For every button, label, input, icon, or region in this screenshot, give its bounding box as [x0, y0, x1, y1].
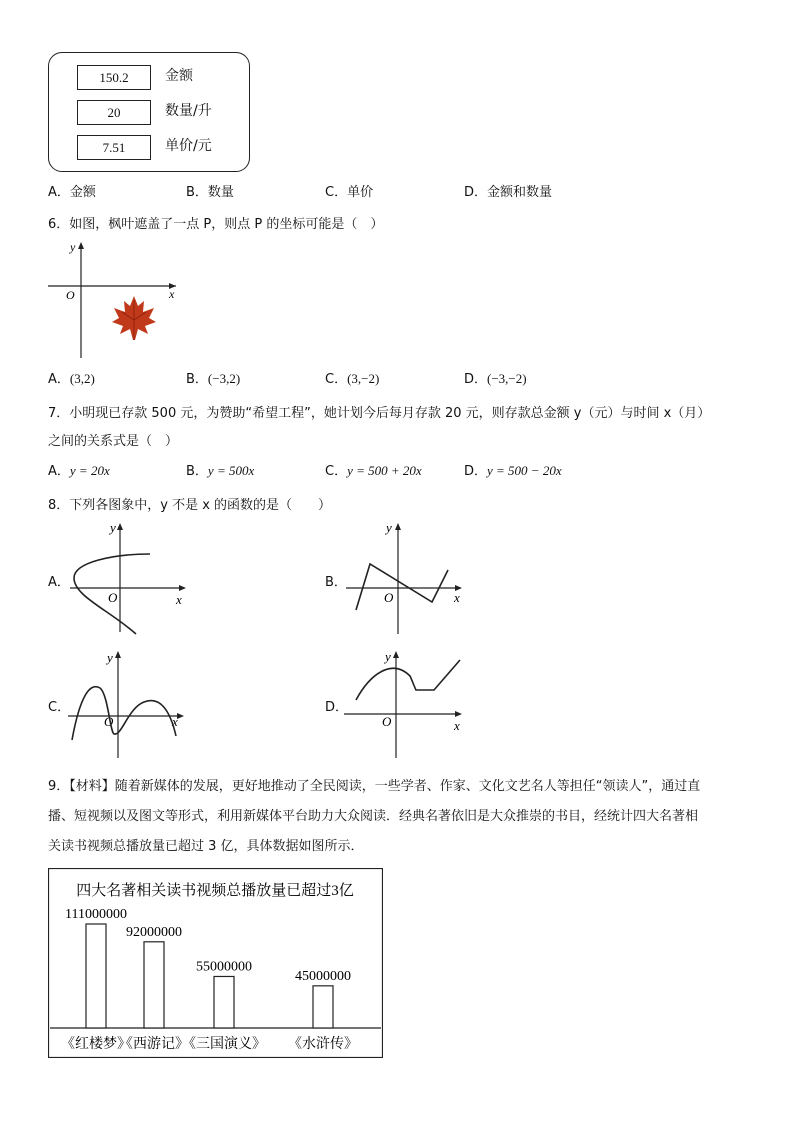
- svg-text:y: y: [110, 520, 116, 535]
- bar-value-label-1: 92000000: [126, 924, 182, 940]
- q6-option-b[interactable]: B．(−3,2): [186, 371, 241, 387]
- q8-graph-a: [64, 518, 194, 636]
- unit-price-label: 单价/元: [165, 138, 212, 154]
- q7-stem-line1: 7．小明现已存款 500 元，为赞助“希望工程”，她计划今后每月存款 20 元，则存款总金额 y（元）与时间 x（月）: [48, 406, 711, 421]
- svg-text:O: O: [382, 714, 392, 729]
- q5-option-a[interactable]: A．金额: [48, 185, 96, 200]
- q9-line2: 播、短视频以及图文等形式，利用新媒体平台助力大众阅读．经典名著依旧是大众推崇的书目，经统计四大名著相: [48, 809, 699, 824]
- q5-option-c[interactable]: C．单价: [325, 185, 374, 200]
- category-label-2: 《三国演义》: [182, 1037, 266, 1052]
- chart-title: 四大名著相关读书视频总播放量已超过3亿: [76, 883, 354, 899]
- q8-label-c[interactable]: C．: [48, 700, 71, 715]
- q8-label-b[interactable]: B．: [325, 575, 347, 590]
- q8-label-d[interactable]: D．: [325, 700, 349, 715]
- q8-graph-c: [64, 648, 194, 760]
- q5-option-b[interactable]: B．数量: [186, 185, 234, 200]
- q9-line1: 9．【材料】随着新媒体的发展，更好地推动了全民阅读，一些学者、作家、文化文艺名人等担任“领读人”，通过直: [48, 779, 701, 794]
- svg-text:y: y: [386, 520, 392, 535]
- svg-text:O: O: [384, 590, 394, 605]
- svg-text:x: x: [454, 718, 460, 733]
- q7-option-a[interactable]: A．y = 20x: [48, 463, 110, 479]
- q8-graph-b: [340, 518, 470, 636]
- bar-3: [313, 986, 333, 1028]
- maple-leaf-icon: [112, 296, 156, 340]
- views-bar-chart: [48, 868, 383, 1058]
- amount-value: 150.2: [77, 65, 151, 90]
- bar-value-label-3: 45000000: [295, 968, 351, 984]
- unit-price-value: 7.51: [77, 135, 151, 160]
- bar-2: [214, 976, 234, 1028]
- amount-label: 金额: [165, 68, 193, 84]
- q5-option-d[interactable]: D．金额和数量: [464, 185, 553, 200]
- q6-origin-label: O: [66, 288, 75, 302]
- q7-option-c[interactable]: C．y = 500 + 20x: [325, 463, 422, 479]
- svg-text:O: O: [104, 714, 114, 729]
- svg-text:x: x: [176, 592, 182, 607]
- bar-0: [86, 924, 106, 1028]
- category-label-1: 《西游记》: [119, 1037, 189, 1052]
- category-label-0: 《红楼梦》: [61, 1037, 131, 1052]
- q6-x-label: x: [169, 287, 175, 301]
- q6-option-c[interactable]: C．(3,−2): [325, 371, 380, 387]
- category-label-3: 《水浒传》: [288, 1037, 358, 1052]
- bar-value-label-0: 111000000: [65, 907, 127, 922]
- q9-line3: 关读书视频总播放量已超过 3 亿，具体数据如图所示．: [48, 839, 364, 854]
- q6-option-a[interactable]: A．(3,2): [48, 371, 95, 387]
- q7-option-b[interactable]: B．y = 500x: [186, 463, 255, 479]
- q6-coordinate-figure: [44, 238, 184, 363]
- svg-text:y: y: [107, 650, 113, 665]
- q8-graph-d: [340, 648, 470, 760]
- svg-text:O: O: [108, 590, 118, 605]
- q7-option-d[interactable]: D．y = 500 − 20x: [464, 463, 562, 479]
- q6-y-label: y: [70, 240, 76, 254]
- svg-text:x: x: [172, 714, 178, 729]
- q7-stem-line2: 之间的关系式是（ ）: [48, 434, 179, 449]
- q6-option-d[interactable]: D．(−3,−2): [464, 371, 527, 387]
- q8-label-a[interactable]: A．: [48, 575, 70, 590]
- q8-stem: 8．下列各图象中，y 不是 x 的函数的是（ ）: [48, 498, 332, 513]
- q6-stem: 6．如图，枫叶遮盖了一点 P，则点 P 的坐标可能是（ ）: [48, 217, 384, 232]
- quantity-label: 数量/升: [165, 103, 212, 119]
- quantity-value: 20: [77, 100, 151, 125]
- bar-value-label-2: 55000000: [196, 959, 252, 975]
- svg-text:y: y: [385, 649, 391, 664]
- bar-1: [144, 942, 164, 1028]
- fuel-pump-display: [48, 52, 250, 172]
- svg-text:x: x: [454, 590, 460, 605]
